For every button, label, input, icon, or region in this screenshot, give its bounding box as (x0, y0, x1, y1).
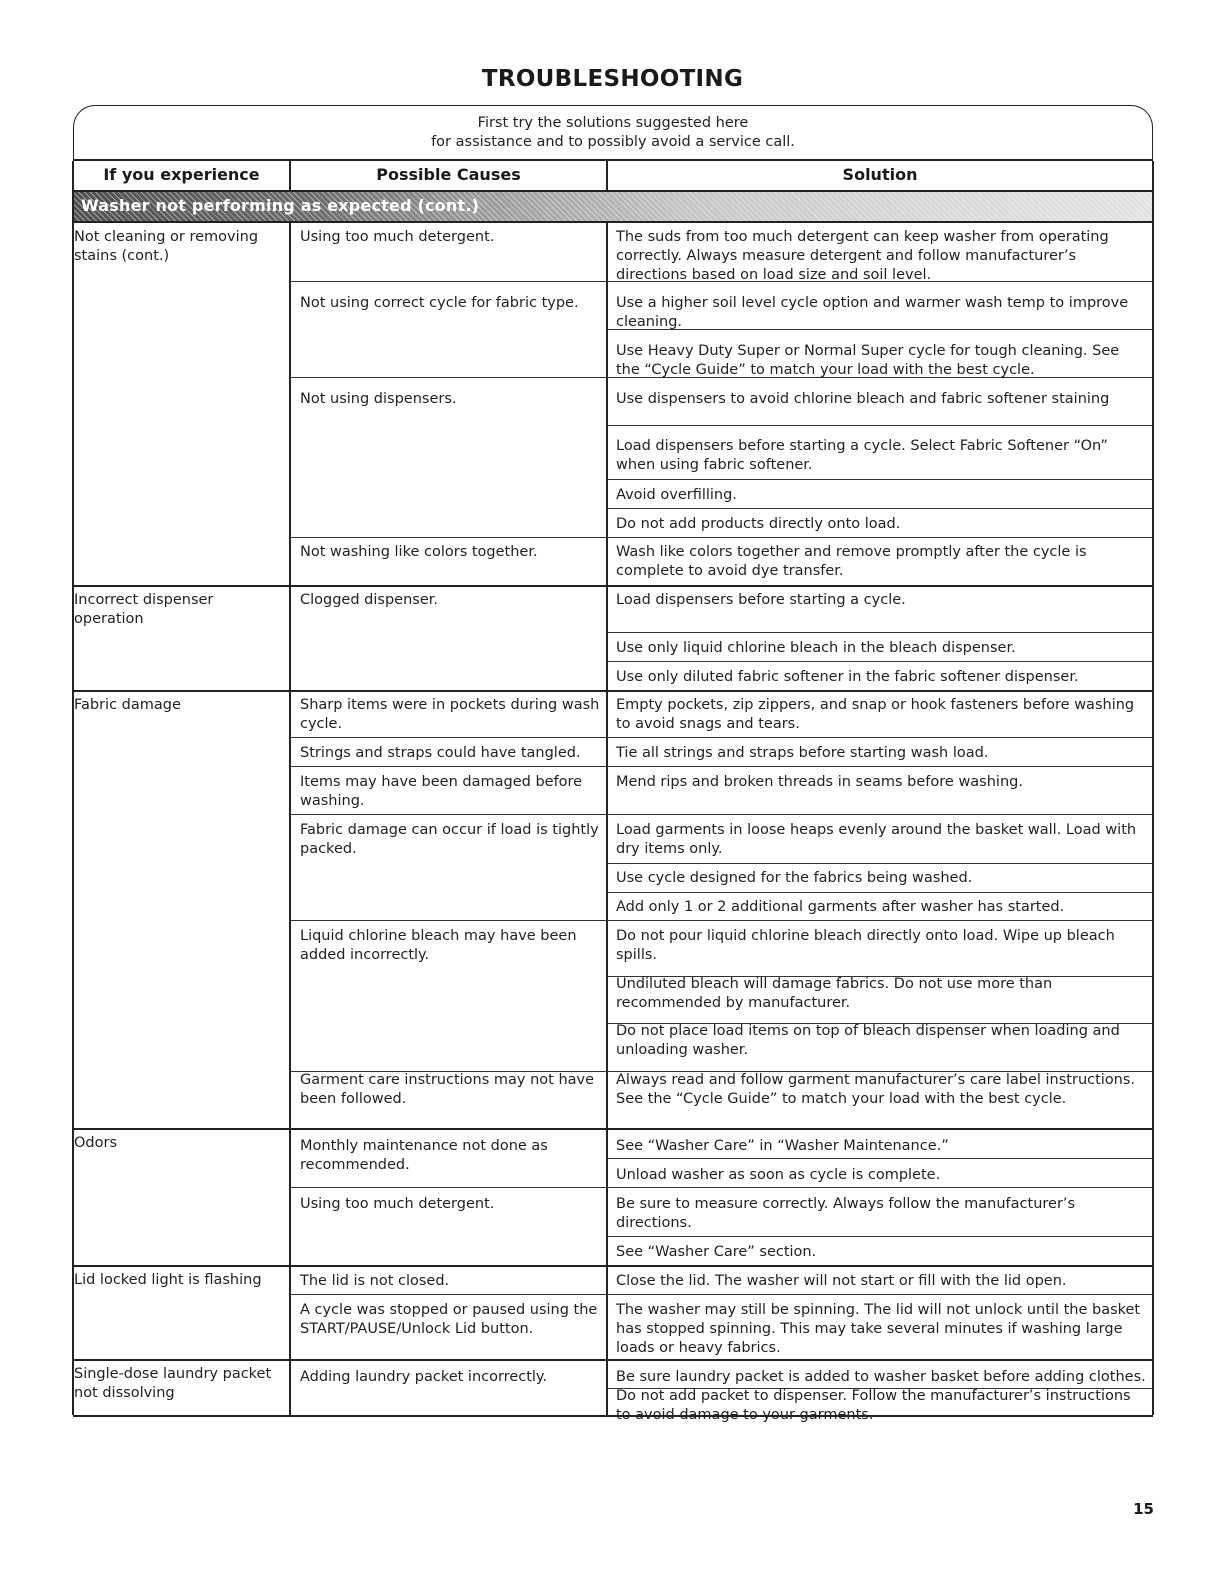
cause-cell: Not using correct cycle for fabric type. (300, 295, 579, 311)
solution-cell: Do not pour liquid chlorine bleach directly onto load. Wipe up bleach spills. (616, 928, 1115, 963)
cause-cell: Using too much detergent. (300, 1196, 495, 1212)
cause-divider (290, 537, 1153, 538)
cause-divider (290, 737, 1153, 738)
solution-divider (607, 425, 1153, 426)
solution-cell: Use dispensers to avoid chlorine bleach and fabric softener staining (616, 391, 1110, 407)
solution-cell: Load dispensers before starting a cycle. (616, 592, 906, 608)
solution-cell: Be sure to measure correctly. Always follow the manufacturer’s directions. (616, 1196, 1076, 1231)
table-border-left (72, 161, 74, 1415)
section-banner (73, 190, 1153, 223)
cause-cell: A cycle was stopped or paused using the START/PAUSE/Unlock Lid button. (300, 1302, 598, 1337)
cause-cell: Clogged dispenser. (300, 592, 438, 608)
solution-cell: Close the lid. The washer will not start or fill with the lid open. (616, 1273, 1067, 1289)
cause-cell: Liquid chlorine bleach may have been added incorrectly. (300, 928, 577, 963)
cause-cell: Adding laundry packet incorrectly. (300, 1369, 548, 1385)
row-divider (73, 1265, 1153, 1267)
cause-cell: The lid is not closed. (300, 1273, 450, 1289)
solution-divider (607, 1158, 1153, 1159)
solution-divider (607, 892, 1153, 893)
solution-divider (607, 863, 1153, 864)
row-divider (73, 1359, 1153, 1361)
row-divider (73, 585, 1153, 587)
section-label: Washer not performing as expected (cont.) (81, 196, 480, 215)
cause-cell: Monthly maintenance not done as recommended. (300, 1138, 548, 1173)
header-divider-2 (606, 161, 608, 192)
solution-cell: Avoid overfilling. (616, 487, 737, 503)
table-border-right (1152, 161, 1154, 1415)
cause-cell: Not using dispensers. (300, 391, 457, 407)
solution-cell: Use cycle designed for the fabrics being washed. (616, 870, 973, 886)
solution-cell: Use Heavy Duty Super or Normal Super cycle for tough cleaning. See the “Cycle Guide” to match your load with the best cycle. (616, 343, 1120, 378)
cause-divider (290, 814, 1153, 815)
solution-cell: Use only diluted fabric softener in the fabric softener dispenser. (616, 669, 1079, 685)
solution-cell: Wash like colors together and remove promptly after the cycle is complete to avoid dye transfer. (616, 544, 1087, 579)
intro-line-2: for assistance and to possibly avoid a service call. (431, 134, 795, 150)
solution-cell: Unload washer as soon as cycle is complete. (616, 1167, 941, 1183)
header-causes: Possible Causes (376, 165, 521, 184)
solution-cell: Mend rips and broken threads in seams before washing. (616, 774, 1023, 790)
solution-divider (607, 661, 1153, 662)
solution-cell: Load garments in loose heaps evenly around the basket wall. Load with dry items only. (616, 822, 1137, 857)
cause-cell: Garment care instructions may not have been followed. (300, 1072, 595, 1107)
symptom-cell: Odors (74, 1135, 118, 1151)
solution-cell: Add only 1 or 2 additional garments after washer has started. (616, 899, 1065, 915)
solution-divider (607, 632, 1153, 633)
column-divider-1 (289, 223, 291, 1415)
cause-divider (290, 1294, 1153, 1295)
header-divider-1 (289, 161, 291, 192)
symptom-cell: Single-dose laundry packet not dissolving (74, 1366, 272, 1401)
solution-cell: Do not add products directly onto load. (616, 516, 901, 532)
solution-cell: Tie all strings and straps before starting wash load. (616, 745, 989, 761)
intro-line-1: First try the solutions suggested here (477, 115, 749, 131)
solution-cell: See “Washer Care” in “Washer Maintenance.” (616, 1138, 949, 1154)
solution-cell: The washer may still be spinning. The lid will not unlock until the basket has stopped spinning. This may take several minutes if washing large loads or heavy fabrics. (616, 1302, 1141, 1356)
intro-text (73, 114, 1153, 152)
solution-divider (607, 1236, 1153, 1237)
header-symptom: If you experience (103, 165, 260, 184)
cause-cell: Sharp items were in pockets during wash cycle. (300, 697, 600, 732)
header-solution: Solution (842, 165, 918, 184)
cause-cell: Using too much detergent. (300, 229, 495, 245)
symptom-cell: Incorrect dispenser operation (74, 592, 214, 627)
page-number: 15 (1133, 1500, 1154, 1518)
symptom-cell: Lid locked light is flashing (74, 1272, 262, 1288)
cause-divider (290, 920, 1153, 921)
cause-divider (290, 766, 1153, 767)
symptom-cell: Fabric damage (74, 697, 181, 713)
solution-cell: Use only liquid chlorine bleach in the bleach dispenser. (616, 640, 1016, 656)
cause-cell: Items may have been damaged before washing. (300, 774, 583, 809)
solution-cell: Always read and follow garment manufacturer’s care label instructions. See the “Cycle Guide” to match your load with the best cycle. (616, 1072, 1136, 1107)
troubleshooting-table (73, 159, 1153, 1423)
solution-cell: Load dispensers before starting a cycle. Select Fabric Softener “On” when using fabric softener. (616, 438, 1108, 473)
solution-cell: Use a higher soil level cycle option and warmer wash temp to improve cleaning. (616, 295, 1129, 330)
cause-divider (290, 1187, 1153, 1188)
row-divider (73, 1128, 1153, 1130)
solution-cell: The suds from too much detergent can keep washer from operating correctly. Always measure detergent and follow manufacturer’s directions based on load size and soil level. (616, 229, 1109, 283)
symptom-cell: Not cleaning or removing stains (cont.) (74, 229, 259, 264)
solution-cell: Do not place load items on top of bleach dispenser when loading and unloading washer. (616, 1023, 1120, 1058)
cause-cell: Fabric damage can occur if load is tightly packed. (300, 822, 599, 857)
row-divider (73, 690, 1153, 692)
solution-divider (607, 479, 1153, 480)
page-title: TROUBLESHOOTING (481, 66, 744, 92)
solution-cell: See “Washer Care” section. (616, 1244, 817, 1260)
solution-divider (607, 508, 1153, 509)
solution-cell: Undiluted bleach will damage fabrics. Do not use more than recommended by manufacturer. (616, 976, 1053, 1011)
solution-cell: Be sure laundry packet is added to washer basket before adding clothes. Do not add packet to dispenser. Follow the manufacturer’s instructions to avoid damage to your garments. (616, 1369, 1146, 1423)
cause-cell: Not washing like colors together. (300, 544, 538, 560)
cause-cell: Strings and straps could have tangled. (300, 745, 581, 761)
solution-cell: Empty pockets, zip zippers, and snap or hook fasteners before washing to avoid snags and tears. (616, 697, 1135, 732)
